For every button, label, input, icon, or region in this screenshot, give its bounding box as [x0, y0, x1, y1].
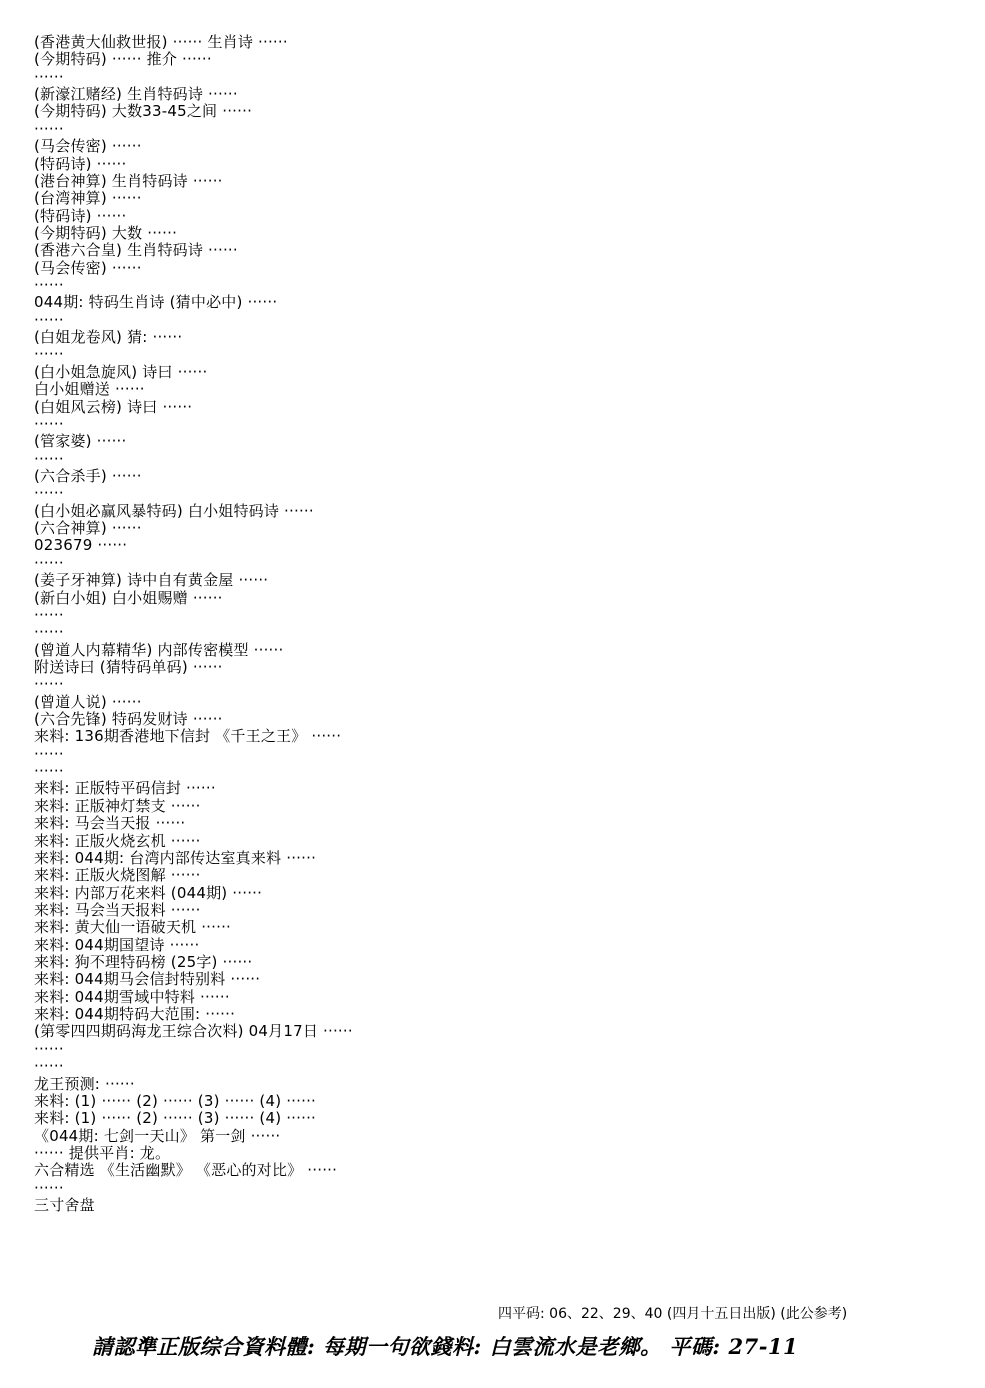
text-line: (管家婆) ······: [34, 433, 127, 451]
text-line: ······: [34, 676, 64, 694]
text-line: (台湾神算) ······: [34, 190, 142, 208]
text-line: (新濠江赌经) 生肖特码诗 ······: [34, 86, 238, 104]
text-line: (曾道人内幕精华) 内部传密模型 ······: [34, 641, 284, 659]
text-line: 白小姐赠送 ······: [34, 381, 145, 399]
text-line: 来料: 044期雪域中特料 ······: [34, 988, 230, 1006]
text-line: (特码诗) ······: [34, 207, 127, 225]
text-line: 三寸舍盘: [34, 1197, 95, 1215]
text-line: 来料: 马会当天报料 ······: [34, 901, 201, 919]
text-line: 044期: 特码生肖诗 (猜中必中) ······: [34, 294, 278, 312]
text-line: ······: [34, 554, 64, 572]
text-line: 来料: 狗不理特码榜 (25字) ······: [34, 954, 253, 972]
text-line: ······: [34, 277, 64, 295]
text-line: 来料: 黄大仙一语破天机 ······: [34, 919, 231, 937]
text-line: 来料: 内部万花来料 (044期) ······: [34, 884, 263, 902]
text-line: (六合杀手) ······: [34, 467, 142, 485]
footnote: 四平码: 06、22、29、40 (四月十五日出版) (此公参考): [498, 1306, 848, 1322]
text-line: ······: [34, 606, 64, 624]
text-line: ······: [34, 624, 64, 642]
text-line: (港台神算) 生肖特码诗 ······: [34, 172, 223, 190]
bottom-banner: 請認準正版综合資料體: 每期一句欲錢料: 白雲流水是老鄉。 平碼: 27-11: [92, 1334, 799, 1359]
text-line: (香港黄大仙救世报) ······ 生肖诗 ······: [34, 34, 288, 51]
text-line: 来料: 044期特码大范围: ······: [34, 1006, 236, 1024]
text-line: (白姐风云榜) 诗曰 ······: [34, 398, 193, 416]
text-line: 《044期: 七剑一天山》 第一剑 ······: [34, 1127, 281, 1145]
text-line: (六合先锋) 特码发财诗 ······: [34, 711, 223, 729]
text-line: ······: [34, 120, 64, 138]
text-line: ······: [34, 1058, 64, 1076]
text-line: 来料: 136期香港地下信封 《千王之王》 ······: [34, 728, 342, 746]
text-line: 来料: 044期国望诗 ······: [34, 936, 200, 954]
text-line: ······ 提供平肖: 龙。: [34, 1145, 171, 1162]
text-line: (今期特码) ······ 推介 ······: [34, 51, 212, 69]
text-line: 来料: 马会当天报 ······: [34, 815, 186, 833]
text-line: ······: [34, 311, 64, 329]
text-line: ······: [34, 415, 64, 433]
text-line: (香港六合皇) 生肖特码诗 ······: [34, 242, 238, 260]
text-line: (白小姐急旋风) 诗曰 ······: [34, 363, 208, 381]
text-line: (今期特码) 大数 ······: [34, 224, 178, 242]
text-line: ······: [34, 1179, 64, 1197]
text-line: 来料: (1) ······ (2) ······ (3) ······ (4) ······: [34, 1092, 317, 1110]
text-line: (白姐龙卷风) 猜: ······: [34, 329, 183, 347]
text-line: 附送诗曰 (猜特码单码) ······: [34, 658, 223, 676]
text-line: (马会传密) ······: [34, 259, 142, 277]
document-body: [34, 34, 934, 1296]
text-line: 023679 ······: [34, 537, 128, 555]
text-line: 来料: 正版火烧图解 ······: [34, 867, 201, 885]
text-line: ······: [34, 68, 64, 86]
text-line: 来料: 044期: 台湾内部传达室真来料 ······: [34, 849, 317, 867]
text-line: 来料: 正版神灯禁支 ······: [34, 797, 201, 815]
text-line: (第零四四期码海龙王综合次料) 04月17日 ······: [34, 1023, 353, 1041]
text-line: (今期特码) 大数33-45之间 ······: [34, 103, 253, 121]
text-line: (马会传密) ······: [34, 138, 142, 156]
text-line: ······: [34, 450, 64, 468]
text-line: 来料: 正版特平码信封 ······: [34, 780, 216, 798]
text-line: ······: [34, 763, 64, 781]
text-line: (白小姐必赢风暴特码) 白小姐特码诗 ······: [34, 502, 314, 520]
text-line: ······: [34, 485, 64, 503]
text-line: 六合精选 《生活幽默》 《恶心的对比》 ······: [34, 1162, 338, 1180]
text-line: 来料: (1) ······ (2) ······ (3) ······ (4) ······: [34, 1110, 317, 1128]
text-line: (姜子牙神算) 诗中自有黄金屋 ······: [34, 572, 269, 590]
text-line: (曾道人说) ······: [34, 693, 142, 711]
text-line: 来料: 正版火烧玄机 ······: [34, 832, 201, 850]
text-line: 龙王预测: ······: [34, 1075, 135, 1093]
text-line: ······: [34, 1040, 64, 1058]
text-line: ······: [34, 346, 64, 364]
text-line: ······: [34, 745, 64, 763]
text-line: (六合神算) ······: [34, 520, 142, 538]
text-line: (新白小姐) 白小姐赐赠 ······: [34, 589, 223, 607]
text-line: 来料: 044期马会信封特别料 ······: [34, 971, 261, 989]
text-line: (特码诗) ······: [34, 155, 127, 173]
